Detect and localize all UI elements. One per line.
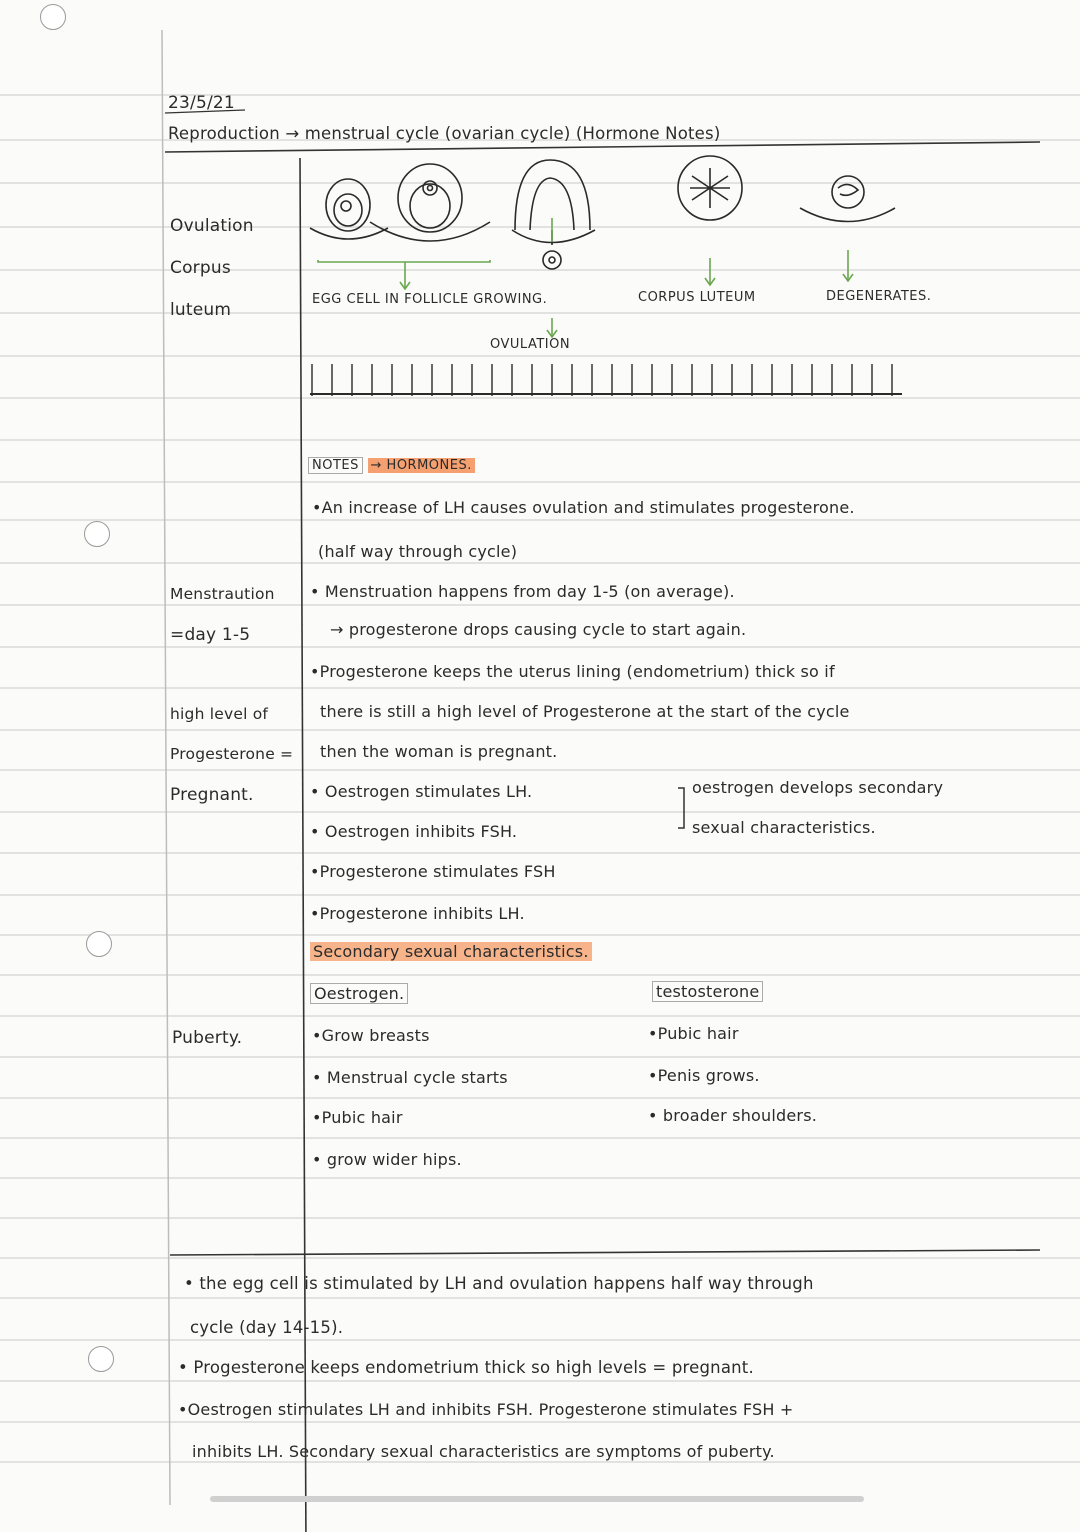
note-line-5: •Progesterone keeps the uterus lining (endometrium) thick so if — [310, 662, 835, 681]
note-line-11: •Progesterone inhibits LH. — [310, 904, 525, 923]
margin-menstruation-2: =day 1-5 — [170, 625, 251, 645]
note-line-10: •Progesterone stimulates FSH — [310, 862, 556, 881]
diagram-label-egg: EGG CELL IN FOLLICLE GROWING. — [312, 292, 548, 307]
corpus-luteum-icon — [678, 156, 742, 220]
diagram-label-degenerates: DEGENERATES. — [826, 289, 932, 304]
punch-hole-4 — [88, 1346, 114, 1372]
testosterone-heading-text: testosterone — [652, 981, 763, 1002]
ovulation-follicle-icon — [512, 160, 595, 269]
note-line-9: • Oestrogen inhibits FSH. — [310, 822, 518, 841]
note-line-6: there is still a high level of Progesterone at the start of the cycle — [320, 702, 850, 721]
note-line-8: • Oestrogen stimulates LH. — [310, 782, 533, 801]
note-line-2: (half way through cycle) — [318, 542, 518, 561]
punch-hole-2 — [84, 521, 110, 547]
oestrogen-item-4: • grow wider hips. — [312, 1150, 462, 1169]
margin-progesterone-1: high level of — [170, 705, 269, 723]
testosterone-item-2: •Penis grows. — [648, 1066, 760, 1085]
notes-heading — [308, 458, 475, 473]
page-title: Reproduction → menstrual cycle (ovarian cycle) (Hormone Notes) — [168, 124, 721, 143]
note-line-1: •An increase of LH causes ovulation and stimulates progesterone. — [312, 498, 855, 517]
testosterone-item-3: • broader shoulders. — [648, 1106, 818, 1125]
margin-menstruation-1: Menstraution — [170, 585, 275, 603]
testosterone-item-1: •Pubic hair — [648, 1024, 739, 1043]
summary-line-1: • the egg cell is stimulated by LH and ovulation happens half way through — [184, 1274, 814, 1293]
hormones-label: → HORMONES. — [368, 458, 475, 473]
bracket-mark — [674, 784, 690, 832]
summary-line-2: cycle (day 14-15). — [190, 1318, 344, 1337]
punch-hole-3 — [86, 931, 112, 957]
summary-line-4: •Oestrogen stimulates LH and inhibits FSH. Progesterone stimulates FSH + — [178, 1400, 794, 1419]
secondary-heading — [310, 942, 592, 961]
diagram-label-ovulation: OVULATION — [490, 337, 571, 352]
ovarian-cycle-diagram — [300, 150, 1020, 410]
margin-puberty: Puberty. — [172, 1028, 243, 1048]
note-line-4: → progesterone drops causing cycle to start again. — [330, 620, 747, 639]
follicle-small-icon — [310, 179, 388, 239]
note-line-3: • Menstruation happens from day 1-5 (on average). — [310, 582, 735, 601]
horizontal-scrollbar[interactable] — [210, 1496, 864, 1502]
margin-ovulation-3: luteum — [170, 300, 232, 320]
margin-progesterone-3: Pregnant. — [170, 785, 254, 805]
note-line-7: then the woman is pregnant. — [320, 742, 558, 761]
margin-ovulation-1: Ovulation — [170, 216, 254, 236]
diagram-label-corpus: CORPUS LUTEUM — [638, 290, 756, 305]
summary-line-3: • Progesterone keeps endometrium thick so high levels = pregnant. — [178, 1358, 754, 1377]
notes-label: NOTES — [308, 457, 363, 474]
testosterone-heading — [652, 982, 763, 1001]
bracket-note-2: sexual characteristics. — [692, 818, 876, 837]
follicle-large-icon — [370, 164, 490, 241]
oestrogen-heading — [310, 984, 408, 1003]
oestrogen-item-2: • Menstrual cycle starts — [312, 1068, 508, 1087]
summary-line-5: inhibits LH. Secondary sexual characteristics are symptoms of puberty. — [192, 1442, 775, 1461]
margin-progesterone-2: Progesterone = — [170, 745, 294, 763]
secondary-heading-text: Secondary sexual characteristics. — [310, 942, 592, 961]
degenerating-body-icon — [800, 176, 895, 222]
margin-ovulation-2: Corpus — [170, 258, 231, 278]
oestrogen-heading-text: Oestrogen. — [310, 983, 408, 1004]
punch-hole-1 — [40, 4, 66, 30]
oestrogen-item-1: •Grow breasts — [312, 1026, 430, 1045]
page-date: 23/5/21 — [168, 93, 235, 113]
bracket-note-1: oestrogen develops secondary — [692, 778, 944, 797]
oestrogen-item-3: •Pubic hair — [312, 1108, 403, 1127]
